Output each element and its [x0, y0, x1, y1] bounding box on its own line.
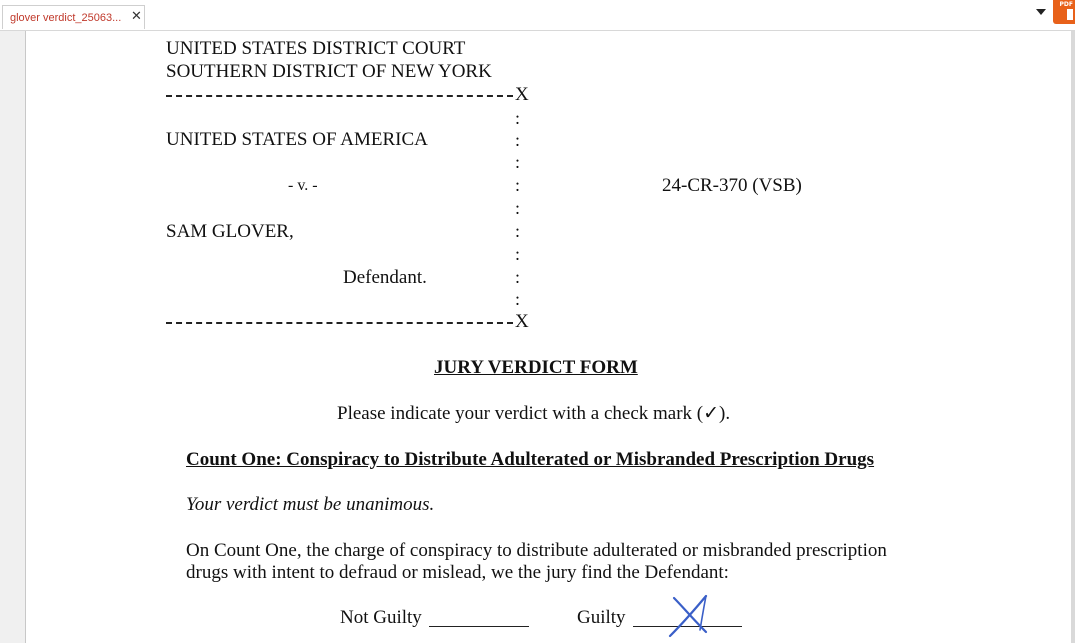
not-guilty-blank: [429, 626, 529, 627]
chevron-down-icon[interactable]: [1036, 9, 1046, 15]
guilty-label: Guilty: [577, 607, 626, 628]
tab-title[interactable]: glover verdict_25063...: [10, 12, 122, 24]
caption-colon: :: [515, 289, 521, 309]
plaintiff-name: UNITED STATES OF AMERICA: [166, 129, 428, 150]
caption-colon: :: [515, 175, 521, 195]
count-heading: Count One: Conspiracy to Distribute Adulterated or Misbranded Prescription Drugs: [186, 449, 875, 470]
caption-bottom-x: X: [515, 311, 529, 332]
defendant-name: SAM GLOVER,: [166, 221, 294, 242]
court-district: SOUTHERN DISTRICT OF NEW YORK: [166, 61, 492, 82]
scrollbar[interactable]: [1071, 31, 1075, 643]
caption-colon: :: [515, 244, 521, 264]
left-gutter: [0, 31, 26, 643]
defendant-role: Defendant.: [343, 267, 427, 288]
document-tab[interactable]: [2, 5, 145, 29]
caption-colon: :: [515, 130, 521, 150]
close-icon[interactable]: ✕: [131, 9, 142, 24]
caption-colon: :: [515, 198, 521, 218]
tab-bar: [0, 0, 1075, 31]
caption-colon: :: [515, 221, 521, 241]
pdf-icon-label: PDF: [1059, 1, 1073, 8]
caption-colon: :: [515, 108, 521, 128]
pdf-icon[interactable]: [1053, 0, 1075, 24]
caption-top-x: X: [515, 84, 529, 105]
form-title: JURY VERDICT FORM: [434, 357, 638, 378]
caption-colon: :: [515, 267, 521, 287]
caption-top-rule: [166, 95, 513, 97]
caption-colon: :: [515, 152, 521, 172]
page-glyph: [1067, 9, 1073, 20]
case-number: 24-CR-370 (VSB): [662, 175, 802, 196]
not-guilty-label: Not Guilty: [340, 607, 422, 628]
versus-label: - v. -: [288, 177, 318, 194]
handwritten-x-mark: [666, 592, 712, 638]
pdf-page: [26, 31, 1071, 643]
unanimous-note: Your verdict must be unanimous.: [186, 494, 435, 515]
instruction-text: Please indicate your verdict with a check mark (✓).: [337, 403, 731, 424]
caption-bottom-rule: [166, 322, 513, 324]
charge-text-line2: drugs with intent to defraud or mislead, we the jury find the Defendant:: [186, 562, 729, 583]
court-name: UNITED STATES DISTRICT COURT: [166, 38, 466, 59]
charge-text-line1: On Count One, the charge of conspiracy to distribute adulterated or misbranded prescription: [186, 540, 887, 561]
